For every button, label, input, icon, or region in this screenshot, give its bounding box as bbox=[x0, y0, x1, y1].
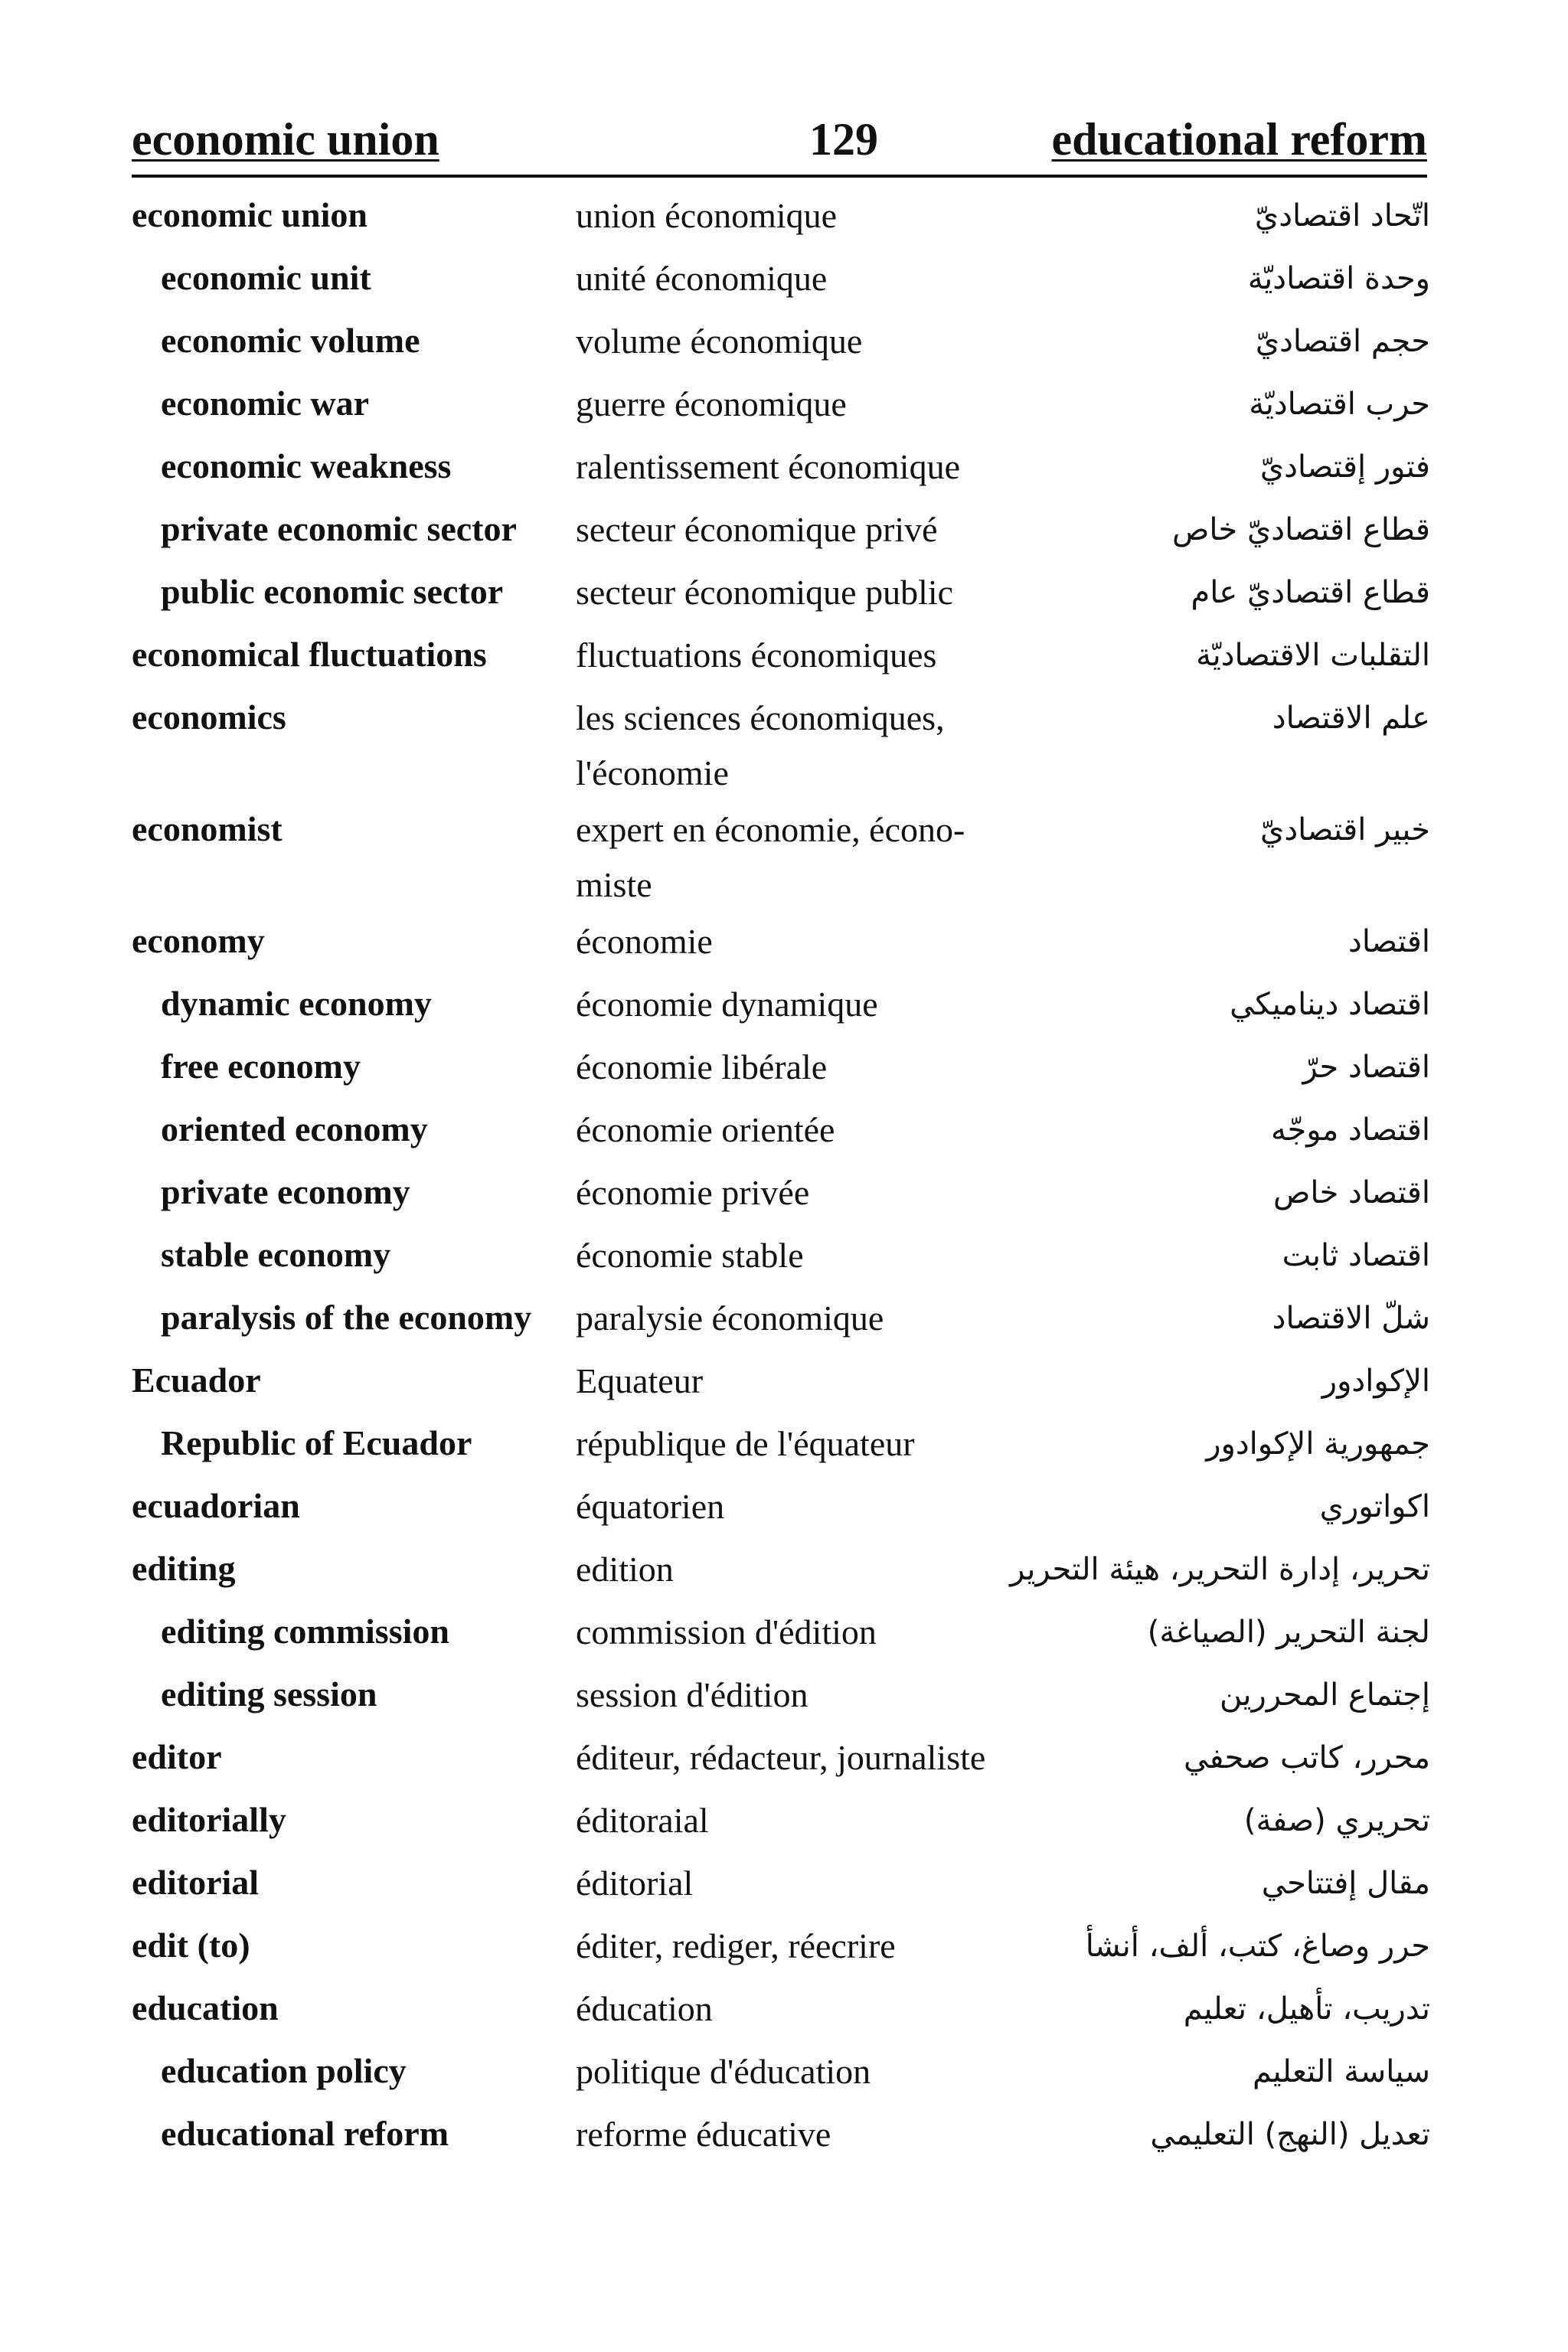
arabic-translation: تحرير، إدارة التحرير، هيئة التحرير bbox=[1010, 1552, 1430, 1587]
arabic-translation: محرر، كاتب صحفي bbox=[1184, 1740, 1430, 1775]
english-term: economic volume bbox=[161, 321, 420, 360]
arabic-translation: شلّ الاقتصاد bbox=[1272, 1301, 1430, 1336]
arabic-translation: وحدة اقتصاديّة bbox=[1247, 261, 1430, 296]
french-translation: équatorien bbox=[576, 1487, 725, 1526]
english-term: editing bbox=[132, 1549, 236, 1588]
french-translation: reforme éducative bbox=[576, 2115, 831, 2154]
english-term: edit (to) bbox=[132, 1926, 250, 1965]
french-translation: éditeur, rédacteur, journaliste bbox=[576, 1738, 986, 1777]
english-term: education policy bbox=[161, 2051, 407, 2090]
header-last-term: educational reform bbox=[1051, 114, 1427, 165]
english-term: editing commission bbox=[161, 1612, 449, 1651]
french-translation: les sciences économiques, l'économie bbox=[576, 698, 945, 792]
french-translation: économie bbox=[576, 922, 713, 961]
dictionary-entry bbox=[0, 2107, 1568, 2170]
dictionary-entry bbox=[0, 1793, 1568, 1856]
english-term: paralysis of the economy bbox=[161, 1298, 532, 1337]
arabic-translation: علم الاقتصاد bbox=[1272, 701, 1430, 736]
english-term: economic union bbox=[132, 195, 368, 234]
french-translation: session d'édition bbox=[576, 1675, 808, 1714]
dictionary-entry bbox=[0, 377, 1568, 439]
french-translation: Equateur bbox=[576, 1361, 704, 1400]
dictionary-entry bbox=[0, 502, 1568, 565]
arabic-translation: حرب اقتصاديّة bbox=[1249, 387, 1430, 422]
dictionary-entry bbox=[0, 1981, 1568, 2044]
english-term: economics bbox=[132, 697, 286, 737]
arabic-translation: اقتصاد ديناميكي bbox=[1230, 987, 1430, 1022]
french-translation: secteur économique public bbox=[576, 573, 954, 612]
english-term: economic unit bbox=[161, 258, 371, 297]
french-translation: guerre économique bbox=[576, 384, 847, 423]
dictionary-entry bbox=[0, 1165, 1568, 1228]
french-translation: éditer, rediger, réecrire bbox=[576, 1926, 896, 1965]
french-translation: économie libérale bbox=[576, 1047, 828, 1086]
english-term: education bbox=[132, 1988, 279, 2027]
french-translation: économie privée bbox=[576, 1173, 810, 1212]
english-term: oriented economy bbox=[161, 1109, 428, 1148]
dictionary-entry bbox=[0, 628, 1568, 691]
page-header bbox=[132, 113, 1427, 176]
dictionary-entry bbox=[0, 1919, 1568, 1981]
english-term: editorial bbox=[132, 1863, 260, 1902]
french-translation: éditorial bbox=[576, 1864, 694, 1903]
arabic-translation: الإكوادور bbox=[1321, 1364, 1430, 1399]
english-term: economic war bbox=[161, 384, 370, 423]
french-translation: éditoraial bbox=[576, 1801, 709, 1840]
english-term: educational reform bbox=[161, 2114, 449, 2153]
dictionary-entry bbox=[0, 251, 1568, 314]
english-term: editing session bbox=[161, 1674, 377, 1713]
dictionary-entry bbox=[0, 439, 1568, 502]
arabic-translation: اقتصاد ثابت bbox=[1282, 1238, 1430, 1273]
arabic-translation: حرر وصاغ، كتب، ألف، أنشأ bbox=[1085, 1929, 1430, 1964]
arabic-translation: مقال إفتتاحي bbox=[1261, 1866, 1430, 1901]
arabic-translation: إجتماع المحررين bbox=[1219, 1677, 1430, 1713]
french-translation: secteur économique privé bbox=[576, 510, 938, 549]
dictionary-entry bbox=[0, 1730, 1568, 1793]
arabic-translation: قطاع اقتصاديّ عام bbox=[1191, 575, 1430, 610]
english-term: editorially bbox=[132, 1800, 286, 1839]
dictionary-entry bbox=[0, 2044, 1568, 2107]
french-translation: république de l'équateur bbox=[576, 1424, 915, 1463]
english-term: free economy bbox=[161, 1047, 361, 1086]
french-translation: commission d'édition bbox=[576, 1612, 877, 1651]
dictionary-entry bbox=[0, 565, 1568, 628]
dictionary-entry bbox=[0, 1668, 1568, 1730]
arabic-translation: اقتصاد خاص bbox=[1273, 1175, 1430, 1210]
english-term: dynamic economy bbox=[161, 984, 432, 1023]
arabic-translation: اقتصاد حرّ bbox=[1302, 1050, 1430, 1085]
french-translation: paralysie économique bbox=[576, 1298, 884, 1338]
dictionary-entry bbox=[0, 691, 1568, 802]
english-term: editor bbox=[132, 1737, 222, 1776]
french-translation: économie dynamique bbox=[576, 985, 878, 1024]
arabic-translation: تعديل (النهج) التعليمي bbox=[1150, 2117, 1430, 2152]
english-term: private economy bbox=[161, 1172, 410, 1211]
dictionary-entry bbox=[0, 188, 1568, 251]
french-translation: union économique bbox=[576, 196, 838, 235]
arabic-translation: فتور إقتصاديّ bbox=[1259, 449, 1430, 485]
arabic-translation: لجنة التحرير (الصياغة) bbox=[1147, 1615, 1430, 1650]
english-term: economic weakness bbox=[161, 446, 452, 485]
french-translation: économie orientée bbox=[576, 1110, 835, 1149]
arabic-translation: خبير اقتصاديّ bbox=[1260, 812, 1430, 848]
dictionary-entry bbox=[0, 1605, 1568, 1668]
dictionary-entry bbox=[0, 1291, 1568, 1354]
arabic-translation: تدريب، تأهيل، تعليم bbox=[1183, 1991, 1430, 2027]
dictionary-entry bbox=[0, 1228, 1568, 1291]
dictionary-entry bbox=[0, 1416, 1568, 1479]
header-first-term: economic union bbox=[132, 114, 439, 165]
dictionary-entry bbox=[0, 1102, 1568, 1165]
dictionary-entry bbox=[0, 1542, 1568, 1605]
english-term: public economic sector bbox=[161, 572, 504, 611]
french-translation: politique d'éducation bbox=[576, 2052, 871, 2091]
arabic-translation: اتّحاد اقتصاديّ bbox=[1254, 198, 1430, 234]
english-term: stable economy bbox=[161, 1235, 391, 1274]
dictionary-entry bbox=[0, 314, 1568, 377]
french-translation: fluctuations économiques bbox=[576, 635, 937, 675]
dictionary-entry bbox=[0, 1856, 1568, 1919]
page-number: 129 bbox=[809, 114, 878, 165]
french-translation: unité économique bbox=[576, 259, 828, 298]
french-translation: ralentissement économique bbox=[576, 447, 961, 486]
arabic-translation: اقتصاد موجّه bbox=[1271, 1112, 1430, 1148]
dictionary-entry bbox=[0, 802, 1568, 914]
arabic-translation: التقلبات الاقتصاديّة bbox=[1196, 638, 1430, 673]
english-term: economy bbox=[132, 921, 265, 960]
arabic-translation: حجم اقتصاديّ bbox=[1255, 324, 1430, 359]
english-term: economical fluctuations bbox=[132, 635, 487, 674]
dictionary-entry bbox=[0, 1354, 1568, 1416]
english-term: ecuadorian bbox=[132, 1486, 300, 1525]
french-translation: edition bbox=[576, 1550, 674, 1589]
arabic-translation: اقتصاد bbox=[1348, 924, 1430, 959]
english-term: private economic sector bbox=[161, 509, 517, 548]
arabic-translation: جمهورية الإكوادور bbox=[1206, 1426, 1430, 1462]
english-term: Ecuador bbox=[132, 1361, 261, 1400]
dictionary-entry bbox=[0, 914, 1568, 977]
english-term: Republic of Ecuador bbox=[161, 1423, 472, 1462]
header-divider bbox=[132, 175, 1427, 178]
french-translation: volume économique bbox=[576, 322, 863, 361]
arabic-translation: قطاع اقتصاديّ خاص bbox=[1172, 512, 1430, 547]
dictionary-entry bbox=[0, 1479, 1568, 1542]
arabic-translation: تحريري (صفة) bbox=[1243, 1803, 1430, 1838]
dictionary-entry bbox=[0, 977, 1568, 1040]
arabic-translation: اكواتوري bbox=[1319, 1489, 1430, 1524]
dictionary-entry bbox=[0, 1040, 1568, 1102]
french-translation: expert en économie, écono-miste bbox=[576, 810, 965, 904]
entry-list bbox=[0, 188, 1568, 2170]
arabic-translation: سياسة التعليم bbox=[1252, 2054, 1430, 2089]
english-term: economist bbox=[132, 809, 283, 848]
french-translation: éducation bbox=[576, 1989, 713, 2028]
french-translation: économie stable bbox=[576, 1236, 804, 1275]
